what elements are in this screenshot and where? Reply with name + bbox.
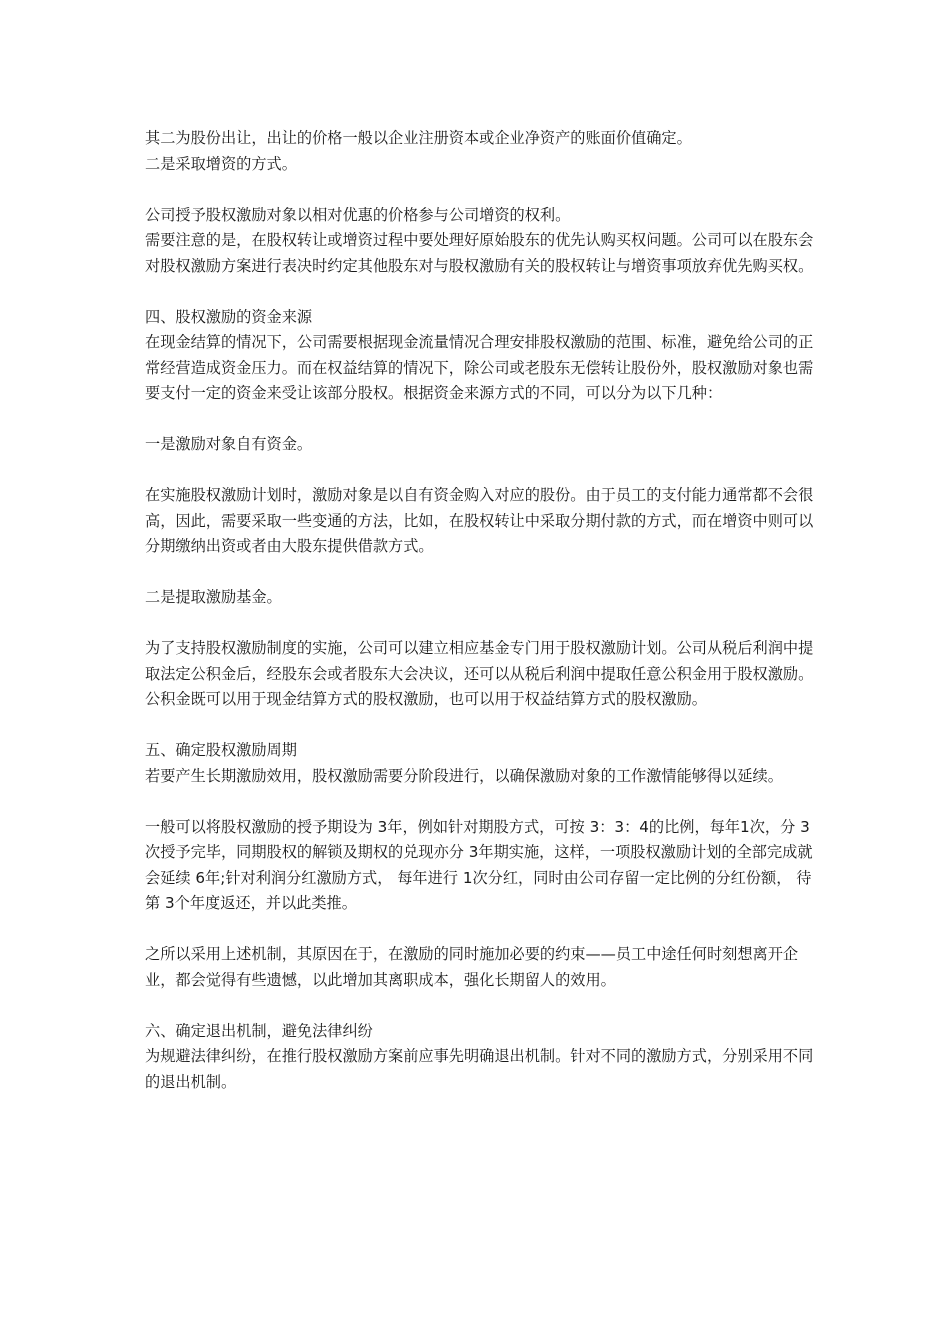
blank-line [145, 917, 815, 943]
paragraph: 一是激励对象自有资金。 [145, 435, 313, 453]
paragraph: 之所以采用上述机制，其原因在于，在激励的同时施加必要的约束——员工中途任何时刻想离开企业，都会觉得有些遗憾，以此增加其离职成本，强化长期留人的效用。 [145, 945, 799, 989]
paragraph: 公司授予股权激励对象以相对优惠的价格参与公司增资的权利。 [145, 205, 571, 224]
section-heading: 五、确定股权激励周期 [145, 741, 297, 759]
section-heading: 六、确定退出机制，避免法律纠纷 [145, 1021, 373, 1040]
paragraph: 在实施股权激励计划时，激励对象是以自有资金购入对应的股份。由于员工的支付能力通常都不会很高，因此，需要采取一些变通的方法，比如，在股权转让中采取分期付款的方式，而在增资中则可以分期缴纳出资或者由大股东提供借款方式。 [145, 486, 814, 555]
paragraph: 其二为股份出让，出让的价格一般以企业注册资本或企业净资产的账面价值确定。 [145, 129, 692, 147]
paragraph: 若要产生长期激励效用，股权激励需要分阶段进行，以确保激励对象的工作激情能够得以延续。 [145, 766, 783, 785]
blank-line [145, 177, 815, 203]
blank-line [145, 789, 815, 815]
paragraph: 二是提取激励基金。 [145, 588, 282, 606]
paragraph: 一般可以将股权激励的授予期设为 3年，例如针对期股方式，可按 3：3：4的比例，每年1次，分 3次授予完毕，同期股权的解锁及期权的兑现亦分 3年期实施，这样，一项股权激励计划的全部完成就会延续 6年;针对利润分红激励方式， 每年进行 1次分红，同时由公司存留一定比例的分红份额， 待第 3个年度返还，并以此类推。 [145, 817, 813, 912]
paragraph: 在现金结算的情况下，公司需要根据现金流量情况合理安排股权激励的范围、标准，避免给公司的正常经营造成资金压力。而在权益结算的情况下，除公司或老股东无偿转让股份外，股权激励对象也需要支付一定的资金来受让该部分股权。根据资金来源方式的不同，可以分为以下几种： [145, 333, 814, 402]
blank-line [145, 560, 815, 586]
section-heading: 四、股权激励的资金来源 [145, 307, 313, 326]
paragraph: 需要注意的是，在股权转让或增资过程中要处理好原始股东的优先认购买权问题。公司可以在股东会对股权激励方案进行表决时约定其他股东对与股权激励有关的股权转让与增资事项放弃优先购买权。 [145, 231, 814, 275]
paragraph: 为了支持股权激励制度的实施，公司可以建立相应基金专门用于股权激励计划。公司从税后利润中提取法定公积金后，经股东会或者股东大会决议，还可以从税后利润中提取任意公积金用于股权激励。公积金既可以用于现金结算方式的股权激励，也可以用于权益结算方式的股权激励。 [145, 639, 814, 708]
paragraph: 二是采取增资的方式。 [145, 154, 297, 173]
blank-line [145, 458, 815, 484]
paragraph: 为规避法律纠纷，在推行股权激励方案前应事先明确退出机制。针对不同的激励方式，分别采用不同的退出机制。 [145, 1047, 814, 1091]
blank-line [145, 611, 815, 637]
blank-line [145, 407, 815, 433]
document-body [145, 126, 815, 1095]
blank-line [145, 993, 815, 1019]
blank-line [145, 279, 815, 305]
blank-line [145, 713, 815, 739]
